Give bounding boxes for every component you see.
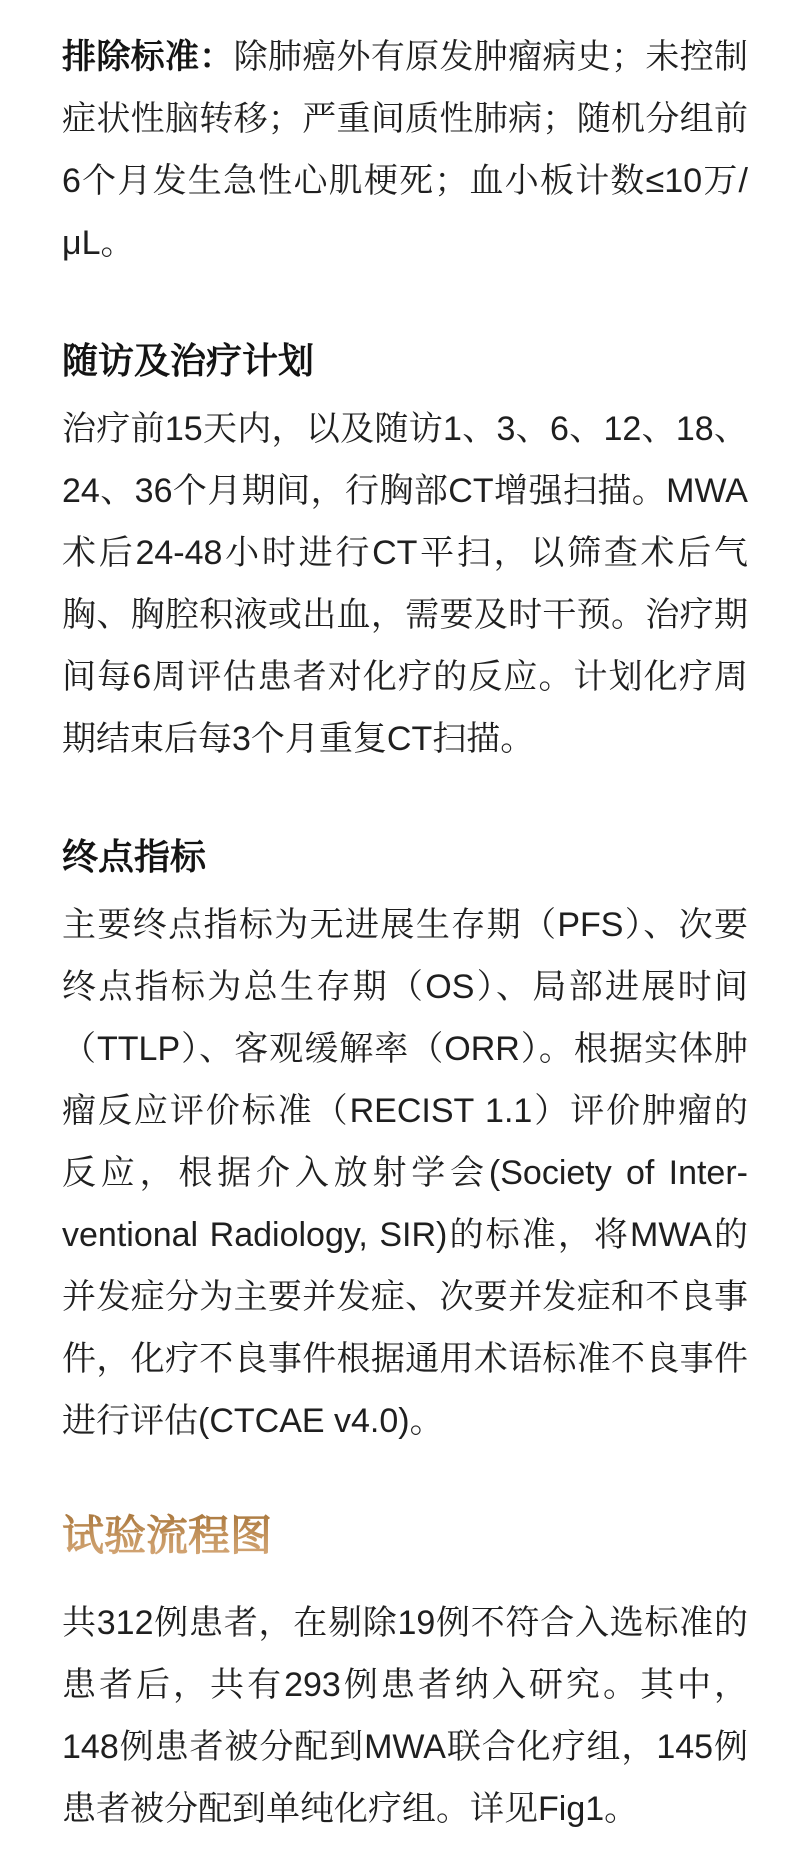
- endpoints-paragraph: 主要终点指标为无进展生存期（PFS）、次要终点指标为总生存期（OS）、局部进展时间（TTLP）、客观缓解率（ORR）。根据实体肿瘤反应评价标准（RECIST 1.1）评价肿瘤的反应，根据介入放射学会(Society of Interventional Radiology, SIR)的标准，将MWA的并发症分为主要并发症、次要并发症和不良事件，化疗不良事件根据通用术语标准不良事件进行评估(CTCAE v4.0)。: [62, 906, 748, 1440]
- followup-plan-paragraph: 治疗前15天内，以及随访1、3、6、12、18、24、36个月期间，行胸部CT增强扫描。MWA术后24-48小时进行CT平扫，以筛查术后气胸、胸腔积液或出血，需要及时干预。治疗期间每6周评估患者对化疗的反应。计划化疗周期结束后每3个月重复CT扫描。: [62, 410, 748, 758]
- exclusion-criteria-text: 除肺癌外有原发肿瘤病史；未控制症状性脑转移；严重间质性肺病；随机分组前6个月发生急性心肌梗死；血小板计数≤10万/μL。: [62, 38, 749, 262]
- trial-flowchart-heading: 试验流程图: [62, 1506, 748, 1568]
- followup-plan-heading: 随访及治疗计划: [62, 340, 315, 381]
- trial-flowchart-paragraph: 共312例患者，在剔除19例不符合入选标准的患者后，共有293例患者纳入研究。其中，148例患者被分配到MWA联合化疗组，145例患者被分配到单纯化疗组。详见Fig1。: [62, 1604, 748, 1828]
- exclusion-criteria-paragraph: [62, 26, 748, 274]
- endpoints-heading: 终点指标: [62, 836, 207, 877]
- exclusion-criteria-label: 排除标准：: [62, 38, 234, 76]
